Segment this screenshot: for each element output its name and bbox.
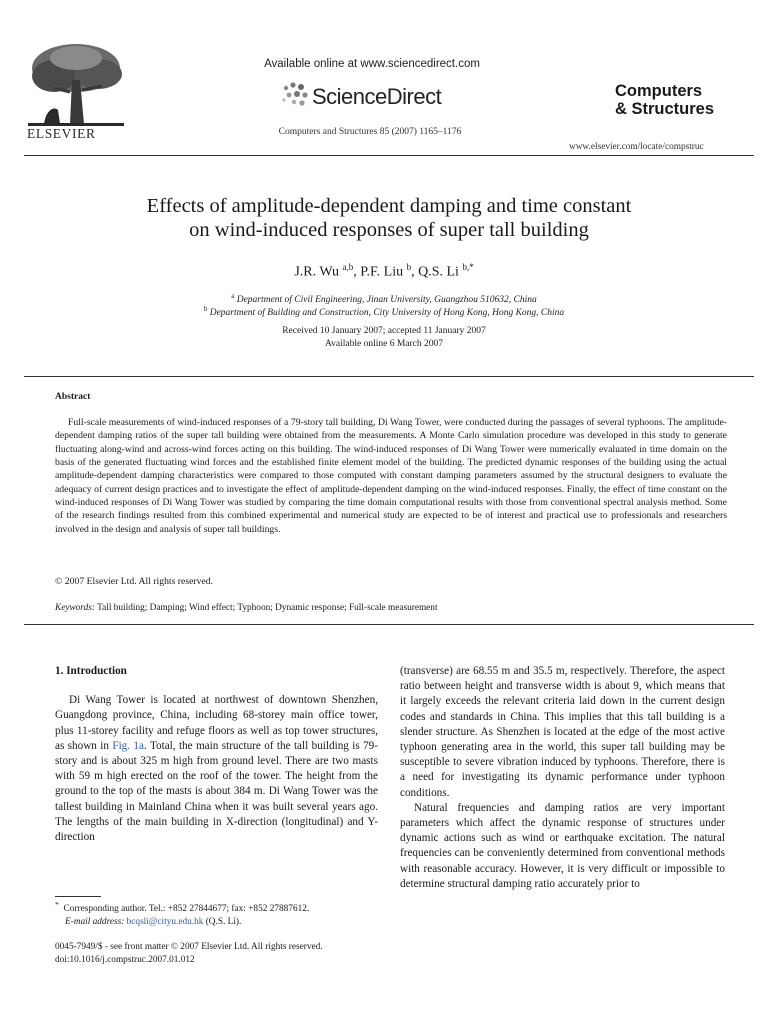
issn-line: 0045-7949/$ - see front matter © 2007 Elsevier Ltd. All rights reserved. [55, 942, 323, 952]
affiliation-text: Department of Civil Engineering, Jinan University, Guangzhou 510632, China [236, 295, 537, 306]
keywords [55, 603, 438, 613]
body-column-right [400, 664, 725, 892]
journal-title [615, 82, 714, 118]
author-name[interactable]: P.F. Liu [360, 264, 404, 280]
journal-citation: Computers and Structures 85 (2007) 1165–1176 [278, 127, 462, 137]
author-separator: , [353, 264, 361, 280]
figure-link[interactable]: Fig. 1a [112, 739, 144, 752]
article-title [40, 194, 738, 242]
footnote [55, 899, 385, 928]
footnote-divider [55, 896, 101, 897]
paragraph: (transverse) are 68.55 m and 35.5 m, respectively. Therefore, the aspect ratio between height and transverse width is about 9, which means that it largely exceeds the relevant criteria laid down in the current design codes and standards in China. This implies that this tall building is a slender structure. As Shenzhen is located at the edge of the most active typhoon generating area in the world, this super tall building may be susceptible to severe vibration induced by typhoons. Therefore, there is a need for investigating its dynamic performance under typhoon conditions. [400, 665, 725, 799]
available-date: Available online 6 March 2007 [324, 339, 443, 349]
body-column-left [55, 664, 378, 845]
received-date: Received 10 January 2007; accepted 11 January 2007 [282, 326, 486, 336]
author-separator: , [411, 264, 419, 280]
affiliation-a [0, 292, 768, 305]
section-heading: 1. Introduction [55, 665, 127, 677]
journal-url[interactable]: www.elsevier.com/locate/compstruc [569, 142, 704, 152]
author-name[interactable]: J.R. Wu [294, 264, 339, 280]
email-label: E-mail address: [65, 916, 125, 927]
journal-title-line2: & Structures [615, 100, 715, 118]
affiliation-b [0, 305, 768, 318]
author-affiliation-mark: a,b [342, 262, 354, 272]
paragraph [55, 693, 378, 845]
elsevier-tree-logo [24, 40, 128, 140]
publisher-name: ELSEVIER [27, 126, 96, 141]
corresponding-author-note [55, 899, 385, 916]
doi-line[interactable]: doi:10.1016/j.compstruc.2007.01.012 [55, 954, 195, 965]
sciencedirect-wordmark: ScienceDirect [312, 84, 442, 109]
journal-title-line1: Computers [615, 82, 703, 100]
affiliation-text: Department of Building and Construction, City University of Hong Kong, Hong Kong, China [209, 308, 565, 319]
abstract-heading: Abstract [55, 392, 91, 402]
article-dates [0, 325, 768, 351]
email-suffix: (Q.S. Li). [203, 916, 242, 927]
article-title-line2: on wind-induced responses of super tall building [189, 219, 589, 241]
author-name[interactable]: Q.S. Li [418, 264, 459, 280]
paragraph-text: Di Wang Tower is located at northwest of downtown Shenzhen, Guangdong province, China, including 68-storey main office tower, plus 11-storey facility and refuge floors as well as top tower structures, as shown in [55, 694, 378, 752]
author-affiliation-mark: b,* [462, 262, 474, 272]
keywords-label: Keywords: [55, 603, 95, 613]
abstract-divider-bottom [24, 624, 754, 625]
keywords-list: Tall building; Damping; Wind effect; Typhoon; Dynamic response; Full-scale measurement [97, 603, 438, 613]
header-divider [24, 155, 754, 156]
paragraph: Natural frequencies and damping ratios are very important parameters which affect the dynamic response of structures under dynamic actions such as wind or earthquake excitation. The natural frequencies can be conveniently determined from conventional methods with reasonable accuracy. However, it is very difficult or impossible to determine structural damping ratio accurately prior to [400, 801, 725, 890]
footnote-mark: * [55, 900, 59, 909]
author-affiliation-mark: b [406, 262, 412, 272]
affiliation-mark: a [231, 292, 235, 300]
author-list [0, 262, 768, 281]
available-online-text[interactable]: Available online at www.sciencedirect.com [264, 58, 480, 70]
corresponding-author-text: Corresponding author. Tel.: +852 27844677; fax: +852 27887612. [63, 904, 310, 915]
abstract-divider-top [24, 376, 754, 377]
abstract-copyright: © 2007 Elsevier Ltd. All rights reserved. [55, 576, 214, 587]
email-link[interactable]: bcqsli@cityu.edu.hk [126, 916, 204, 927]
front-matter [55, 941, 323, 966]
abstract-text: Full-scale measurements of wind-induced responses of a 79-story tall building, Di Wang Tower, were conducted during the passages of several typhoons. The amplitude-dependent damping ratios of the super tall building were obtained from the measurements. A Monte Carlo simulation procedure was developed in this study to generate fluctuating along-wind and across-wind forces acting on this building. The wind-induced responses of Di Wang Tower were numerically evaluated in time domain on the basis of the generated fluctuating wind forces and the established finite element model of the building. The predicted dynamic responses of the building using the actual amplitude-dependent damping characteristics were compared to those computed with constant damping parameters assumed by the structural designers to evaluate the adequacy of current design practices and to investigate the effect of amplitude-dependent damping on the wind-induced responses. Finally, the effect of time constant on the wind-induced responses of Di Wang Tower was studied by comparing the time domain computational results with those from conventional spectral analysis method. Some of the research findings resulted from this combined experimental and numerical study are expected to be of interest and practical use to professionals and researchers involved in the design and analysis of super tall buildings. [55, 417, 727, 535]
affiliation-mark: b [203, 305, 208, 313]
article-title-line1: Effects of amplitude-dependent damping and time constant [146, 195, 632, 217]
email-note [55, 916, 385, 929]
paragraph-text: . Total, the main structure of the tall building is 79-story and is about 325 m high from ground level. There are two masts with 59 m high erected on the roof of the tower. The height from the ground to the top of the masts is about 384 m. Di Wang Tower was the tallest building in Mainland China when it was built several years ago. The lengths of the main building in X-direction (longitudinal) and Y-direction [55, 739, 379, 844]
